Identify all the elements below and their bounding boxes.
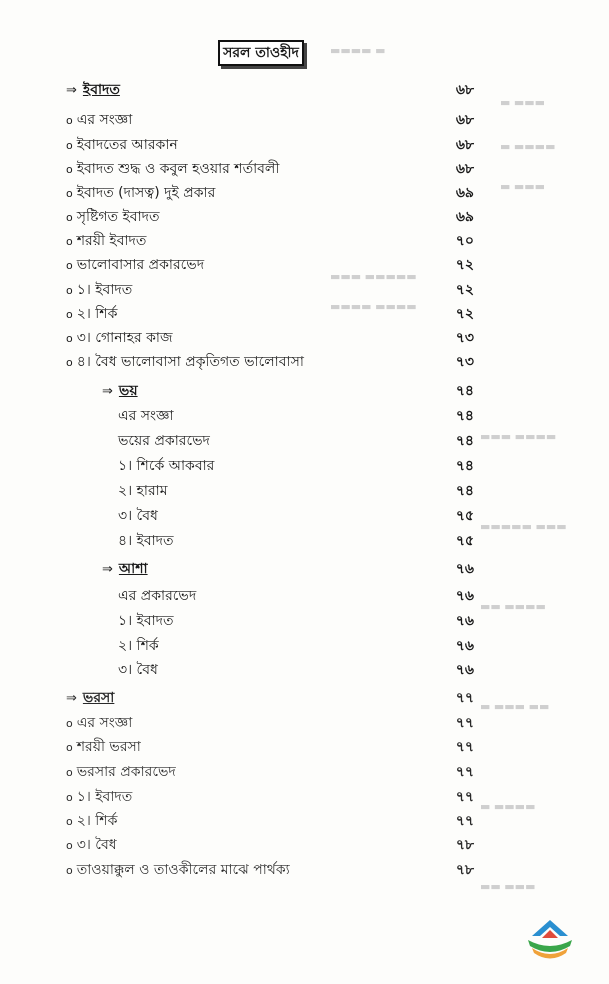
toc-entry-page-number: ৭৫ [455,533,474,549]
toc-entry-label: ভরসা [82,690,115,706]
toc-entry-label: ইবাদত (দাসত্ব) দুই প্রকার [76,185,216,201]
toc-entry-page-number: ৬৮ [455,112,474,128]
toc-entry-page-number: ৭৭ [455,789,474,805]
toc-entry-page-number: ৬৯ [455,185,474,201]
toc-entry [0,454,609,478]
bullet-icon: o [66,741,73,754]
toc-entry [0,609,609,633]
toc-entry-label-group [66,278,132,303]
toc-entry-page-number: ৬৮ [455,137,474,153]
toc-entry [0,760,609,784]
toc-entry-page-number: ৭৪ [455,408,474,424]
toc-entry-page-number: ৭২ [455,257,474,273]
toc-entry-label-group [118,429,210,453]
toc-entry-label: ১। ইবাদত [118,613,174,629]
arrow-icon: ⇒ [102,562,113,577]
toc-entry [0,326,609,350]
toc-entry-label: ১। শিৰ্কে আকবার [118,458,215,474]
bleed-through-text: ▬ ▬▬▬▬ [500,140,556,153]
toc-entry [0,504,609,528]
bleed-through-text: ▬▬▬▬ ▬▬▬▬ [330,300,417,313]
bullet-icon: o [66,235,73,248]
toc-entry-label-group [66,735,141,760]
toc-entry-label-group [102,557,148,582]
toc-entry-label: ২। শিৰ্ক [76,813,118,829]
toc-entry-page-number: ৭০ [455,233,474,249]
bleed-through-text: ▬ ▬▬▬▬ [480,800,536,813]
arrow-icon: ⇒ [102,384,113,399]
toc-entry-page-number: ৭৪ [455,433,474,449]
toc-entry-label: ৩। গোনাহর কাজ [76,330,173,346]
toc-entry [0,858,609,882]
bullet-icon: o [66,163,73,176]
toc-entry-label: ৩। বৈধ [118,508,158,524]
toc-entry [0,253,609,277]
bullet-icon: o [66,356,73,369]
toc-entry-label: ২। শিৰ্ক [76,306,118,322]
bullet-icon: o [66,717,73,730]
toc-entry-label: এর সংজ্ঞা [76,112,133,128]
bleed-through-text: ▬ ▬▬▬ [500,96,546,109]
toc-entry-label-group [102,379,138,404]
arrow-icon: ⇒ [66,691,77,706]
toc-entry [0,302,609,326]
bleed-through-text: ▬▬ ▬▬▬▬ [480,600,546,613]
toc-entry [0,479,609,503]
toc-entry-page-number: ৬৮ [455,82,474,98]
toc-entry-label: ২। শিৰ্ক [118,638,159,654]
bullet-icon: o [66,139,73,152]
toc-entry-page-number: ৭৪ [455,483,474,499]
toc-entry-page-number: ৭৬ [455,588,474,604]
toc-entry [0,429,609,453]
toc-entry [0,350,609,374]
toc-entry [0,404,609,428]
toc-entry [0,205,609,229]
arrow-icon: ⇒ [66,83,77,98]
toc-entry-label-group [66,133,178,158]
toc-entry [0,809,609,833]
bullet-icon: o [66,332,73,345]
toc-entry-label: তাওয়াক্কুল ও তাওকীলের মাঝে পার্থক্য [76,862,290,878]
toc-entry-page-number: ৭৬ [455,613,474,629]
bleed-through-text: ▬ ▬▬▬ ▬▬ [480,700,550,713]
toc-entry-label-group [66,785,132,810]
toc-entry-page-number: ৭২ [455,282,474,298]
toc-entry-label-group [66,181,215,206]
bullet-icon: o [66,114,73,127]
bleed-through-text: ▬▬▬ ▬▬▬▬▬ [330,270,417,283]
bullet-icon: o [66,815,73,828]
toc-entry-label: এর সংজ্ঞা [76,715,133,731]
bullet-icon: o [66,211,73,224]
toc-entry-label-group [118,584,196,608]
toc-entry [0,529,609,553]
toc-entry-label: এর প্রকারভেদ [118,588,197,604]
toc-entry-page-number: ৭৭ [455,813,474,829]
toc-entry [0,584,609,608]
toc-entry-label: ইবাদত [82,82,120,98]
toc-entry-label: ৪। বৈধ ভালোবাসা প্রকৃতিগত ভালোবাসা [76,354,304,370]
toc-entry-label-group [66,760,176,785]
toc-entry [0,278,609,302]
bullet-icon: o [66,284,73,297]
toc-entry-label-group [66,253,204,278]
toc-entry-label: শরয়ী ভরসা [76,739,141,755]
publisher-logo-icon [524,918,576,962]
toc-entry-label-group [66,229,146,254]
toc-entry-page-number: ৭৬ [455,662,474,678]
toc-entry-label-group [66,78,120,103]
toc-entry-label-group [118,634,159,658]
toc-entry-label-group [66,809,117,834]
toc-entry-label: ভালোবাসার প্রকারভেদ [76,257,205,273]
toc-entry-page-number: ৭২ [455,306,474,322]
toc-entry-label: ইবাদত শুদ্ধ ও কবুল হওয়ার শর্তাবলী [76,161,280,177]
toc-entry [0,181,609,205]
bullet-icon: o [66,187,73,200]
toc-entry [0,229,609,253]
toc-entry-label: ভয় [118,383,138,399]
toc-entry-page-number: ৭৭ [455,715,474,731]
toc-entry-label-group [118,504,158,528]
toc-entry [0,735,609,759]
toc-entry [0,658,609,682]
bullet-icon: o [66,791,73,804]
toc-entry-label: ভয়ের প্রকারভেদ [118,433,210,449]
toc-entry-label-group [66,711,132,736]
toc-entry [0,379,609,403]
toc-entry [0,833,609,857]
toc-entry [0,108,609,132]
toc-entry-label: শরয়ী ইবাদত [76,233,147,249]
toc-entry-label-group [66,833,117,858]
toc-entry-label: ৩। বৈধ [76,837,117,853]
bullet-icon: o [66,839,73,852]
toc-entry-page-number: ৭৬ [455,638,474,654]
toc-entry [0,78,609,102]
toc-entry-page-number: ৬৮ [455,161,474,177]
toc-entry [0,711,609,735]
toc-entry-label: ১। ইবাদত [76,789,133,805]
toc-entry-label-group [118,479,168,503]
toc-entry-label-group [66,205,160,230]
toc-entry-page-number: ৭৩ [455,330,474,346]
bleed-through-text: ▬▬▬ ▬▬▬▬ [480,430,557,443]
page-title: সরল তাওহীদ [218,40,304,66]
toc-entry-page-number: ৭৭ [455,764,474,780]
toc-entry-label-group [118,658,158,682]
toc-entry [0,686,609,710]
bleed-through-text: ▬ ▬▬▬ [500,180,546,193]
toc-entry-label-group [118,404,174,428]
toc-entry-label-group [118,454,214,478]
toc-entry [0,634,609,658]
toc-entry-page-number: ৭৩ [455,354,474,370]
bullet-icon: o [66,766,73,779]
toc-entry-label-group [66,302,117,327]
bleed-through-text: ▬▬▬▬▬ ▬▬▬ [480,520,567,533]
toc-entry-label-group [66,350,304,375]
toc-entry-label-group [66,108,132,133]
toc-entry-label: ৩। বৈধ [118,662,158,678]
toc-entry-page-number: ৬৯ [455,209,474,225]
toc-entry [0,785,609,809]
toc-entry [0,157,609,181]
bleed-through-text: ▬▬ ▬▬▬ [480,880,536,893]
toc-entry-label: ৪। ইবাদত [118,533,174,549]
toc-entry [0,133,609,157]
toc-entry-label: ১। ইবাদত [76,282,133,298]
toc-entry-label: ইবাদতের আরকান [76,137,178,153]
toc-entry-page-number: ৭৭ [455,690,474,706]
toc-entry-label-group [118,609,174,633]
toc-entry-label: আশা [118,561,148,577]
toc-entry-label: সৃষ্টিগত ইবাদত [76,209,160,225]
toc-entry-page-number: ৭৮ [455,862,474,878]
bullet-icon: o [66,864,73,877]
toc-entry-label: ২। হারাম [118,483,168,499]
toc-entry [0,557,609,581]
toc-entry-label: ভরসার প্রকারভেদ [76,764,176,780]
bullet-icon: o [66,259,73,272]
toc-entry-page-number: ৭৪ [455,458,474,474]
toc-entry-label-group [66,157,279,182]
toc-entry-page-number: ৭৭ [455,739,474,755]
toc-entry-label-group [66,326,173,351]
bullet-icon: o [66,308,73,321]
toc-entry-label-group [66,686,114,711]
bleed-through-text: ▬▬▬▬ ▬ [330,44,386,57]
toc-entry-page-number: ৭৪ [455,383,474,399]
toc-entry-label: এর সংজ্ঞা [118,408,174,424]
toc-entry-page-number: ৭৬ [455,561,474,577]
toc-entry-label-group [118,529,174,553]
toc-entry-page-number: ৭৫ [455,508,474,524]
toc-entry-label-group [66,858,290,883]
toc-entry-page-number: ৭৮ [455,837,474,853]
